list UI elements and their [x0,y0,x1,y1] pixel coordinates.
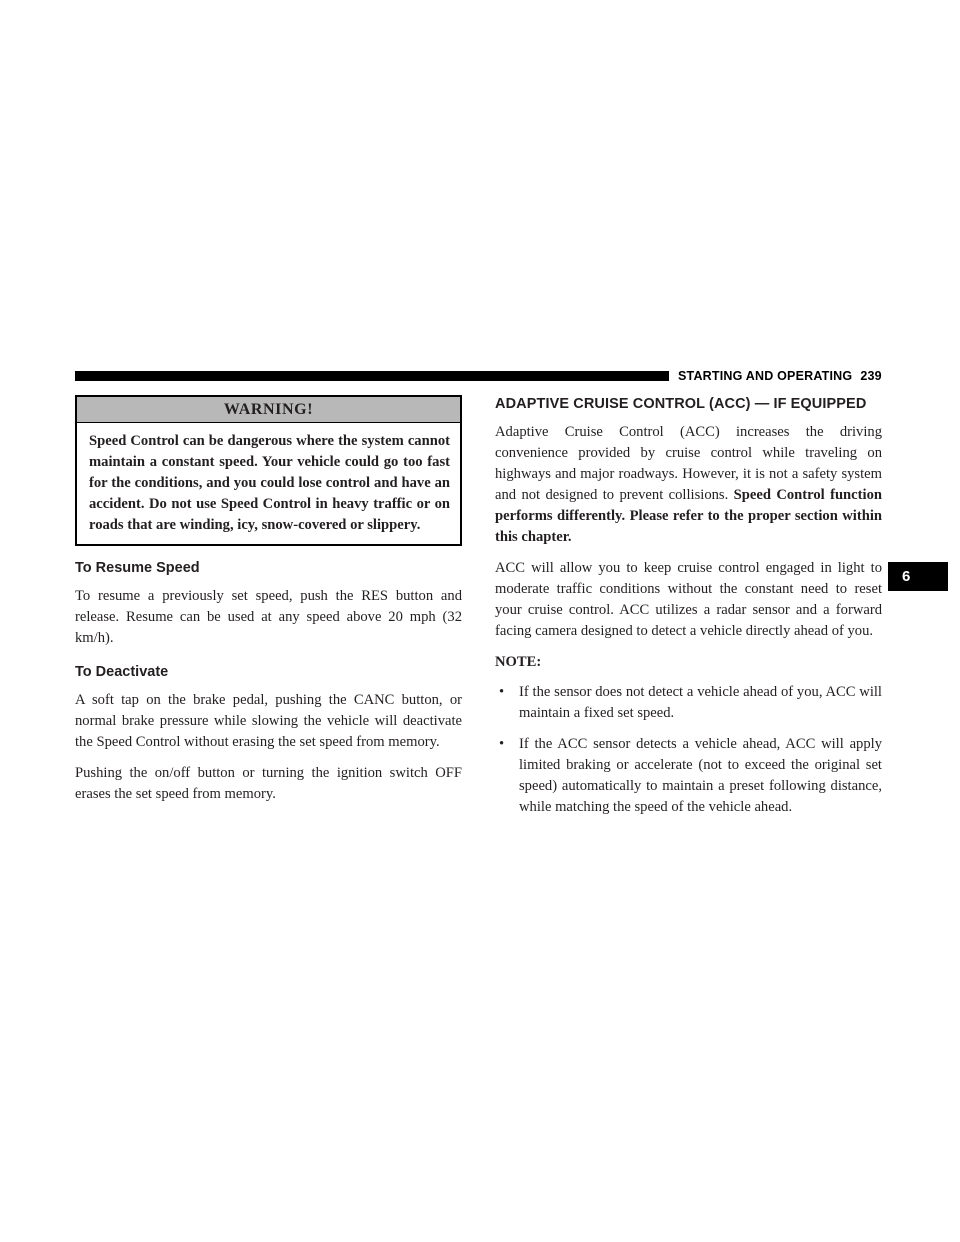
chapter-tab: 6 [888,562,948,591]
bullet-text: If the sensor does not detect a vehicle ahead of you, ACC will maintain a fixed set speed. [519,684,882,721]
page-number: 239 [860,369,882,383]
bullet-icon: • [499,684,505,700]
resume-speed-text: To resume a previously set speed, push the RES button and release. Resume can be used at any speed above 20 mph (32 km/h). [75,588,462,646]
acc-description-text: ACC will allow you to keep cruise control engaged in light to moderate traffic conditions without the constant need to reset your cruise control. ACC utilizes a radar sensor and a forward facing camera designed to detect a vehicle directly ahead of you. [495,560,882,639]
deactivate-text: A soft tap on the brake pedal, pushing the CANC button, or normal brake pressure while slowing the vehicle will deactivate the Speed Control without erasing the set speed from memory. [75,692,462,750]
acc-intro-plain: Adaptive Cruise Control (ACC) increases the driving convenience provided by cruise control while traveling on highways and major roadways. However, it is not a safety system and not designed to prevent collisions. [495,424,882,503]
list-item [495,734,882,818]
left-column [75,395,462,805]
acc-heading: ADAPTIVE CRUISE CONTROL (ACC) — IF EQUIPPED [495,396,867,412]
note-bullet-list [495,682,882,818]
warning-title: WARNING! [77,397,460,423]
bullet-text: If the ACC sensor detects a vehicle ahead, ACC will apply limited braking or accelerate (not to exceed the original set speed) automatically to maintain a preset following distance, while matching the speed of the vehicle ahead. [519,736,882,815]
bullet-icon: • [499,736,505,752]
section-title: STARTING AND OPERATING [678,369,853,383]
header-rule [75,371,669,381]
acc-intro-bold: Speed Control function performs differently. Please refer to the proper section within this chapter. [495,487,882,545]
warning-text: Speed Control can be dangerous where the system cannot maintain a constant speed. Your vehicle could go too fast for the conditions, and you could lose control and have an accident. Do not use Speed Control in heavy traffic or on roads that are winding, icy, snow-covered or slippery. [89,433,450,533]
note-label: NOTE: [495,654,542,670]
warning-box [75,395,462,546]
acc-intro-text [495,422,882,548]
list-item [495,682,882,724]
running-header [678,366,882,386]
resume-speed-heading: To Resume Speed [75,560,200,576]
deactivate-heading: To Deactivate [75,664,169,680]
erase-speed-text: Pushing the on/off button or turning the ignition switch OFF erases the set speed from memory. [75,765,462,802]
right-column [495,395,882,818]
